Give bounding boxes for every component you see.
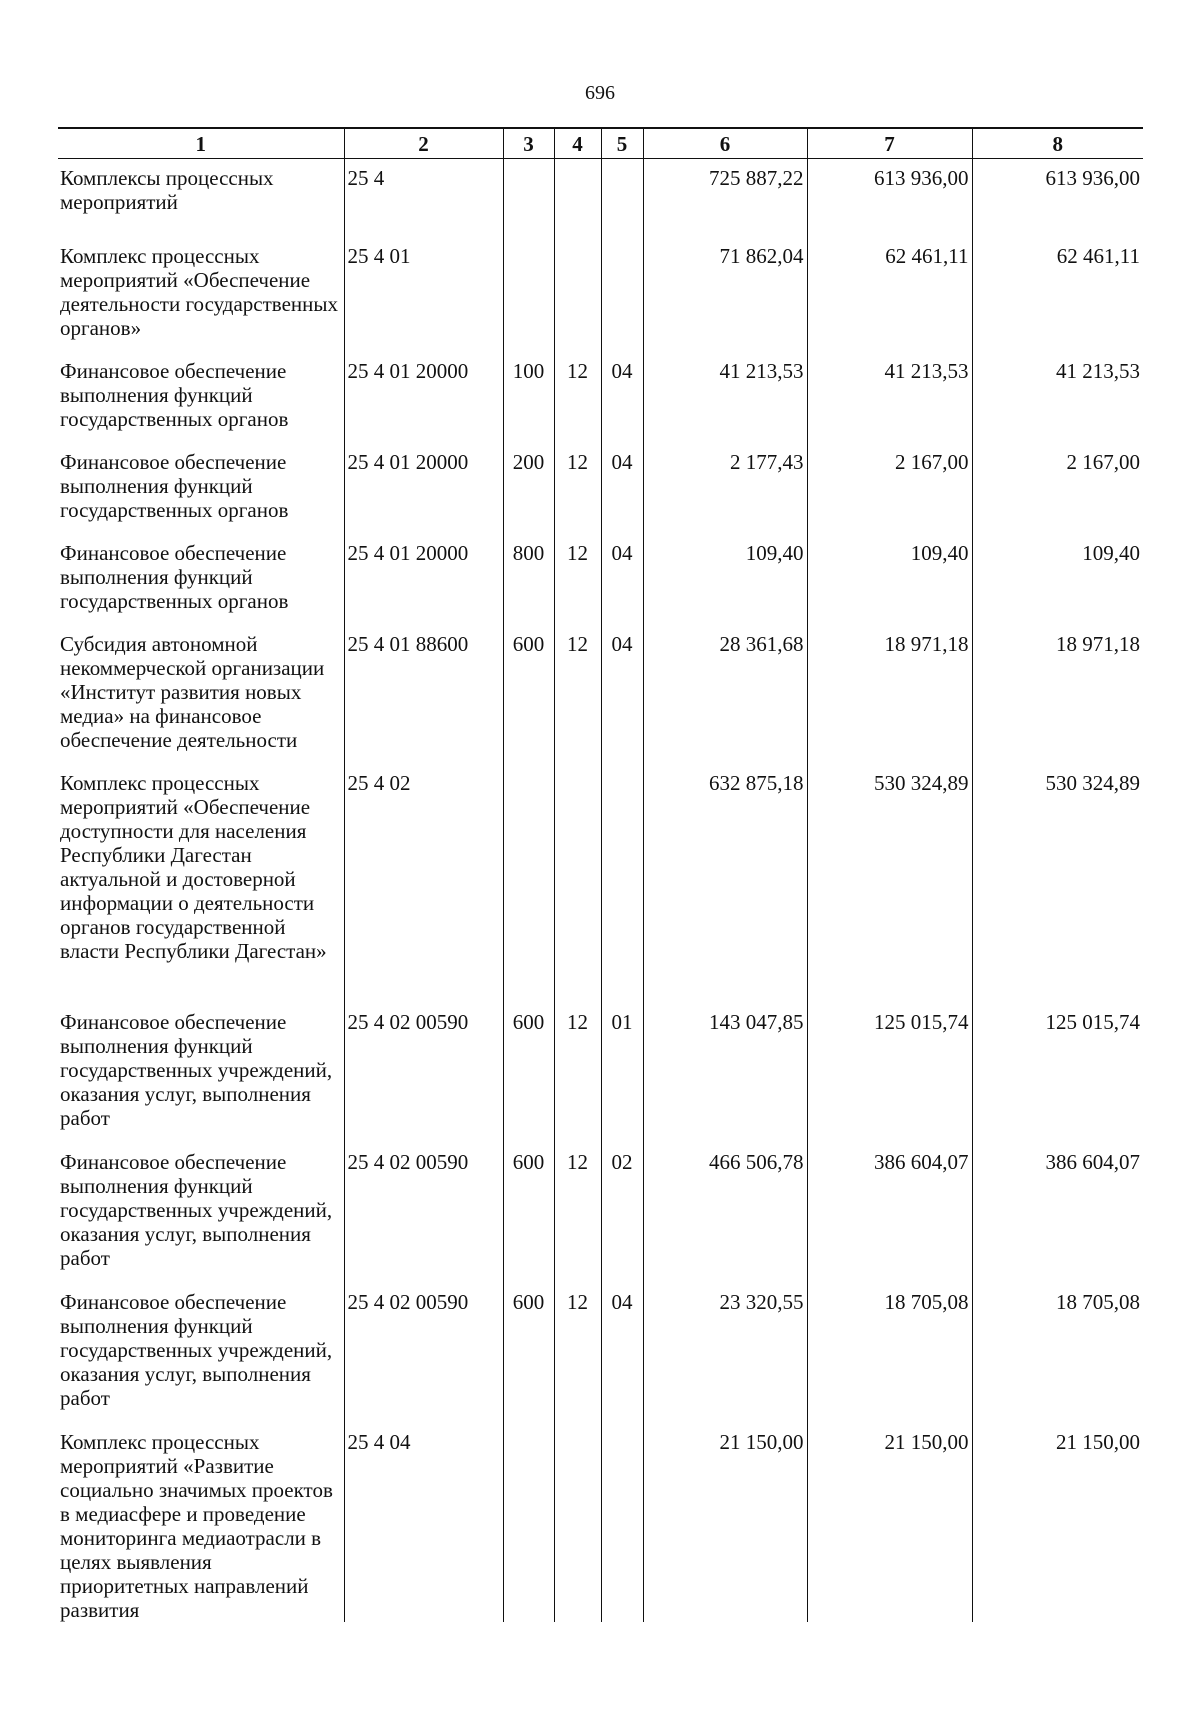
row-value-7: 62 461,11 [807, 237, 972, 352]
row-c4: 12 [554, 1143, 601, 1283]
row-c4 [554, 159, 601, 238]
row-c5: 01 [601, 1003, 643, 1143]
column-header: 5 [601, 128, 643, 159]
column-header: 6 [643, 128, 807, 159]
column-header: 1 [58, 128, 344, 159]
row-c3: 600 [503, 1283, 554, 1423]
row-value-8: 386 604,07 [972, 1143, 1143, 1283]
row-c5: 04 [601, 1283, 643, 1423]
column-header: 4 [554, 128, 601, 159]
table-row [58, 1143, 1143, 1283]
row-c4: 12 [554, 625, 601, 764]
row-c5 [601, 159, 643, 238]
row-value-6: 21 150,00 [643, 1423, 807, 1622]
row-name: Комплекс процессных мероприятий «Развитие социально значимых проектов в медиасфере и проведение мониторинга медиаотрасли в целях выявления приоритетных направлений развития [60, 1430, 333, 1622]
row-code: 25 4 02 00590 [344, 1283, 503, 1423]
table-row [58, 764, 1143, 1003]
table-row [58, 1423, 1143, 1622]
row-c4: 12 [554, 1283, 601, 1423]
row-value-8: 109,40 [972, 534, 1143, 625]
row-value-8: 62 461,11 [972, 237, 1143, 352]
row-value-6: 109,40 [643, 534, 807, 625]
row-value-8: 2 167,00 [972, 443, 1143, 534]
row-c3: 600 [503, 1003, 554, 1143]
row-code: 25 4 01 20000 [344, 352, 503, 443]
page-number: 696 [585, 82, 615, 104]
table-row [58, 625, 1143, 764]
row-value-8: 18 705,08 [972, 1283, 1143, 1423]
row-name: Финансовое обеспечение выполнения функций государственных учреждений, оказания услуг, выполнения работ [60, 1150, 333, 1270]
row-value-8: 613 936,00 [972, 159, 1143, 238]
row-c5: 04 [601, 443, 643, 534]
row-value-7: 41 213,53 [807, 352, 972, 443]
row-c5 [601, 237, 643, 352]
row-value-6: 725 887,22 [643, 159, 807, 238]
column-header: 8 [972, 128, 1143, 159]
table-row [58, 159, 1143, 238]
row-c4 [554, 1423, 601, 1622]
row-c5: 04 [601, 625, 643, 764]
row-code: 25 4 01 20000 [344, 534, 503, 625]
row-value-8: 125 015,74 [972, 1003, 1143, 1143]
row-value-7: 125 015,74 [807, 1003, 972, 1143]
table-row [58, 534, 1143, 625]
table-row [58, 1003, 1143, 1143]
table-row [58, 1283, 1143, 1423]
row-value-6: 71 862,04 [643, 237, 807, 352]
row-value-7: 613 936,00 [807, 159, 972, 238]
row-c4 [554, 764, 601, 1003]
row-c3: 800 [503, 534, 554, 625]
row-c4: 12 [554, 534, 601, 625]
row-value-6: 143 047,85 [643, 1003, 807, 1143]
row-value-6: 23 320,55 [643, 1283, 807, 1423]
row-c4 [554, 237, 601, 352]
row-code: 25 4 02 00590 [344, 1143, 503, 1283]
row-code: 25 4 01 20000 [344, 443, 503, 534]
row-value-6: 466 506,78 [643, 1143, 807, 1283]
row-value-8: 21 150,00 [972, 1423, 1143, 1622]
row-code: 25 4 01 88600 [344, 625, 503, 764]
row-code: 25 4 02 [344, 764, 503, 1003]
row-value-6: 41 213,53 [643, 352, 807, 443]
row-code: 25 4 04 [344, 1423, 503, 1622]
budget-table [58, 127, 1143, 1622]
row-c3: 600 [503, 625, 554, 764]
row-value-8: 530 324,89 [972, 764, 1143, 1003]
row-value-7: 18 971,18 [807, 625, 972, 764]
row-c3: 100 [503, 352, 554, 443]
row-name: Финансовое обеспечение выполнения функций государственных учреждений, оказания услуг, выполнения работ [60, 1290, 333, 1410]
row-name: Финансовое обеспечение выполнения функций государственных органов [60, 450, 289, 522]
row-value-7: 18 705,08 [807, 1283, 972, 1423]
table-row [58, 443, 1143, 534]
row-value-7: 386 604,07 [807, 1143, 972, 1283]
column-header: 2 [344, 128, 503, 159]
row-value-7: 109,40 [807, 534, 972, 625]
row-code: 25 4 01 [344, 237, 503, 352]
table-row [58, 237, 1143, 352]
row-value-6: 2 177,43 [643, 443, 807, 534]
header-row [58, 128, 1143, 159]
column-header: 7 [807, 128, 972, 159]
row-value-7: 2 167,00 [807, 443, 972, 534]
row-value-8: 18 971,18 [972, 625, 1143, 764]
row-c5 [601, 1423, 643, 1622]
row-name: Финансовое обеспечение выполнения функций государственных учреждений, оказания услуг, выполнения работ [60, 1010, 333, 1130]
row-c4: 12 [554, 352, 601, 443]
row-c3: 600 [503, 1143, 554, 1283]
row-value-7: 21 150,00 [807, 1423, 972, 1622]
table-row [58, 352, 1143, 443]
row-value-7: 530 324,89 [807, 764, 972, 1003]
row-c3 [503, 159, 554, 238]
row-name: Комплексы процессных мероприятий [60, 166, 274, 214]
row-value-6: 632 875,18 [643, 764, 807, 1003]
row-c4: 12 [554, 1003, 601, 1143]
row-c3 [503, 237, 554, 352]
row-c3: 200 [503, 443, 554, 534]
row-c3 [503, 1423, 554, 1622]
row-c5: 04 [601, 352, 643, 443]
row-value-6: 28 361,68 [643, 625, 807, 764]
row-c4: 12 [554, 443, 601, 534]
row-name: Субсидия автономной некоммерческой организации «Институт развития новых медиа» на финансовое обеспечение деятельности [60, 632, 325, 752]
row-name: Комплекс процессных мероприятий «Обеспечение доступности для населения Республики Дагестан актуальной и достоверной информации о деятельности органов государственной власти Республики Дагестан» [60, 771, 327, 963]
column-header: 3 [503, 128, 554, 159]
row-c5 [601, 764, 643, 1003]
row-name: Финансовое обеспечение выполнения функций государственных органов [60, 541, 289, 613]
row-c5: 02 [601, 1143, 643, 1283]
row-value-8: 41 213,53 [972, 352, 1143, 443]
row-code: 25 4 02 00590 [344, 1003, 503, 1143]
row-name: Комплекс процессных мероприятий «Обеспечение деятельности государственных органов» [60, 244, 339, 340]
row-name: Финансовое обеспечение выполнения функций государственных органов [60, 359, 289, 431]
row-c3 [503, 764, 554, 1003]
row-c5: 04 [601, 534, 643, 625]
row-code: 25 4 [344, 159, 503, 238]
